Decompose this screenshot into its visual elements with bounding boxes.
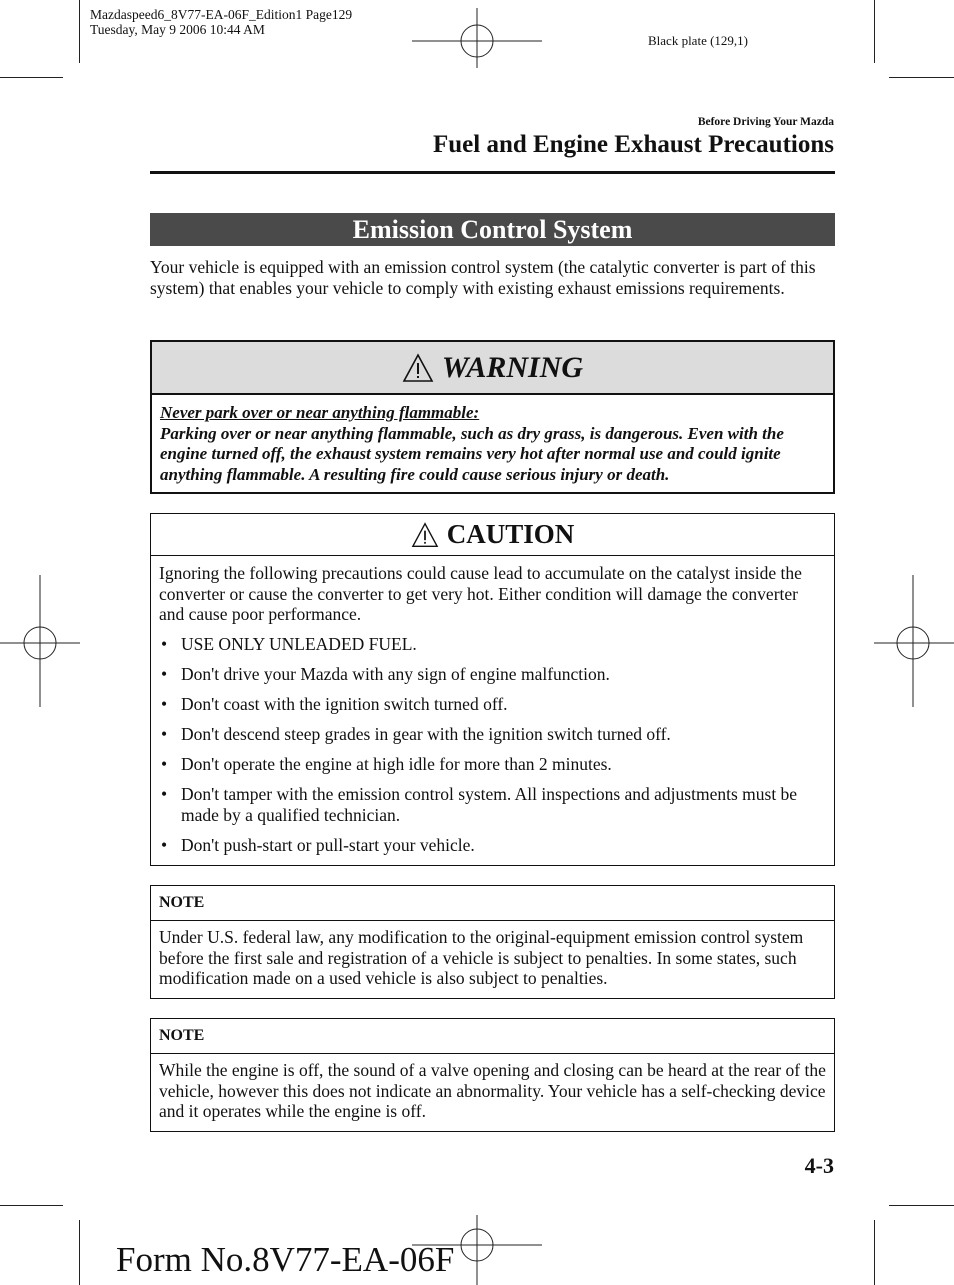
warning-body (152, 395, 833, 485)
registration-mark-left (0, 575, 80, 707)
bullet: • (161, 664, 168, 684)
warning-box (150, 340, 835, 494)
list-item (159, 694, 826, 715)
warning-header (152, 342, 833, 395)
list-item (159, 664, 826, 685)
header-rule (150, 171, 835, 174)
caution-body (151, 556, 834, 855)
list-item-text: USE ONLY UNLEADED FUEL. (181, 634, 417, 654)
caution-header (151, 514, 834, 556)
note-text: While the engine is off, the sound of a valve opening and closing can be heard at the rear of the vehicle, however this does not indicate an abnormality. Your vehicle has a self-checking device and it operates while the engine is off. (159, 1060, 826, 1121)
plate-label: Black plate (129,1) (648, 33, 748, 48)
bullet: • (161, 694, 168, 714)
note-title: NOTE (151, 1019, 834, 1054)
warning-title: WARNING (441, 350, 584, 384)
list-item-text: Don't tamper with the emission control system. All inspections and adjustments must be made by a qualified technician. (181, 784, 798, 825)
form-number: Form No.8V77-EA-06F (116, 1240, 455, 1279)
warning-triangle-icon (411, 522, 439, 548)
bullet: • (161, 784, 168, 804)
bullet: • (161, 834, 168, 855)
page-heading: Emission Control System (150, 213, 835, 246)
note-title: NOTE (151, 886, 834, 921)
bullet: • (161, 634, 168, 654)
list-item-text: Don't coast with the ignition switch turned off. (181, 694, 508, 714)
caution-title: CAUTION (446, 519, 575, 549)
list-item (159, 724, 826, 745)
list-item-text: Don't drive your Mazda with any sign of engine malfunction. (181, 664, 610, 684)
print-header (90, 7, 352, 37)
warning-triangle-icon (402, 353, 434, 383)
warning-subheading: Never park over or near anything flammable: (160, 403, 480, 422)
list-item-text: Don't push-start or pull-start your vehicle. (181, 834, 475, 855)
registration-mark-right (874, 575, 954, 707)
print-header-date: Tuesday, May 9 2006 10:44 AM (90, 22, 265, 37)
note-text: Under U.S. federal law, any modification to the original-equipment emission control system before the first sale and registration of a vehicle is subject to penalties. In some states, such modification made on a used vehicle is also subject to penalties. (159, 927, 804, 988)
note-box (150, 885, 835, 999)
list-item-text: Don't descend steep grades in gear with the ignition switch turned off. (181, 724, 671, 744)
page-number: 4-3 (804, 1153, 834, 1178)
chapter-label: Before Driving Your Mazda (697, 116, 834, 128)
list-item (159, 784, 826, 825)
caution-intro: Ignoring the following precautions could cause lead to accumulate on the catalyst inside the converter or cause the converter to get very hot. Either condition will damage the converter and cause poor performance. (159, 563, 802, 624)
warning-text: Parking over or near anything flammable, such as dry grass, is dangerous. Even with the engine turned off, the exhaust system remains very hot after normal use and could ignite anything flammable. A resulting fire could cause serious injury or death. (160, 423, 784, 484)
section-title: Fuel and Engine Exhaust Precautions (432, 131, 834, 158)
list-item (159, 754, 826, 775)
list-item (159, 634, 826, 655)
bullet: • (161, 724, 168, 744)
registration-mark-top (412, 8, 542, 68)
intro-paragraph: Your vehicle is equipped with an emission control system (the catalytic converter is part of this system) that enables your vehicle to comply with existing exhaust emissions requirements. (150, 257, 816, 298)
caution-list (159, 634, 826, 855)
caution-box (150, 513, 835, 866)
list-item (159, 835, 826, 856)
bullet: • (161, 754, 168, 774)
note-box (150, 1018, 835, 1132)
print-header-file: Mazdaspeed6_8V77-EA-06F_Edition1 Page129 (90, 7, 353, 22)
list-item-text: Don't operate the engine at high idle for more than 2 minutes. (181, 754, 612, 774)
